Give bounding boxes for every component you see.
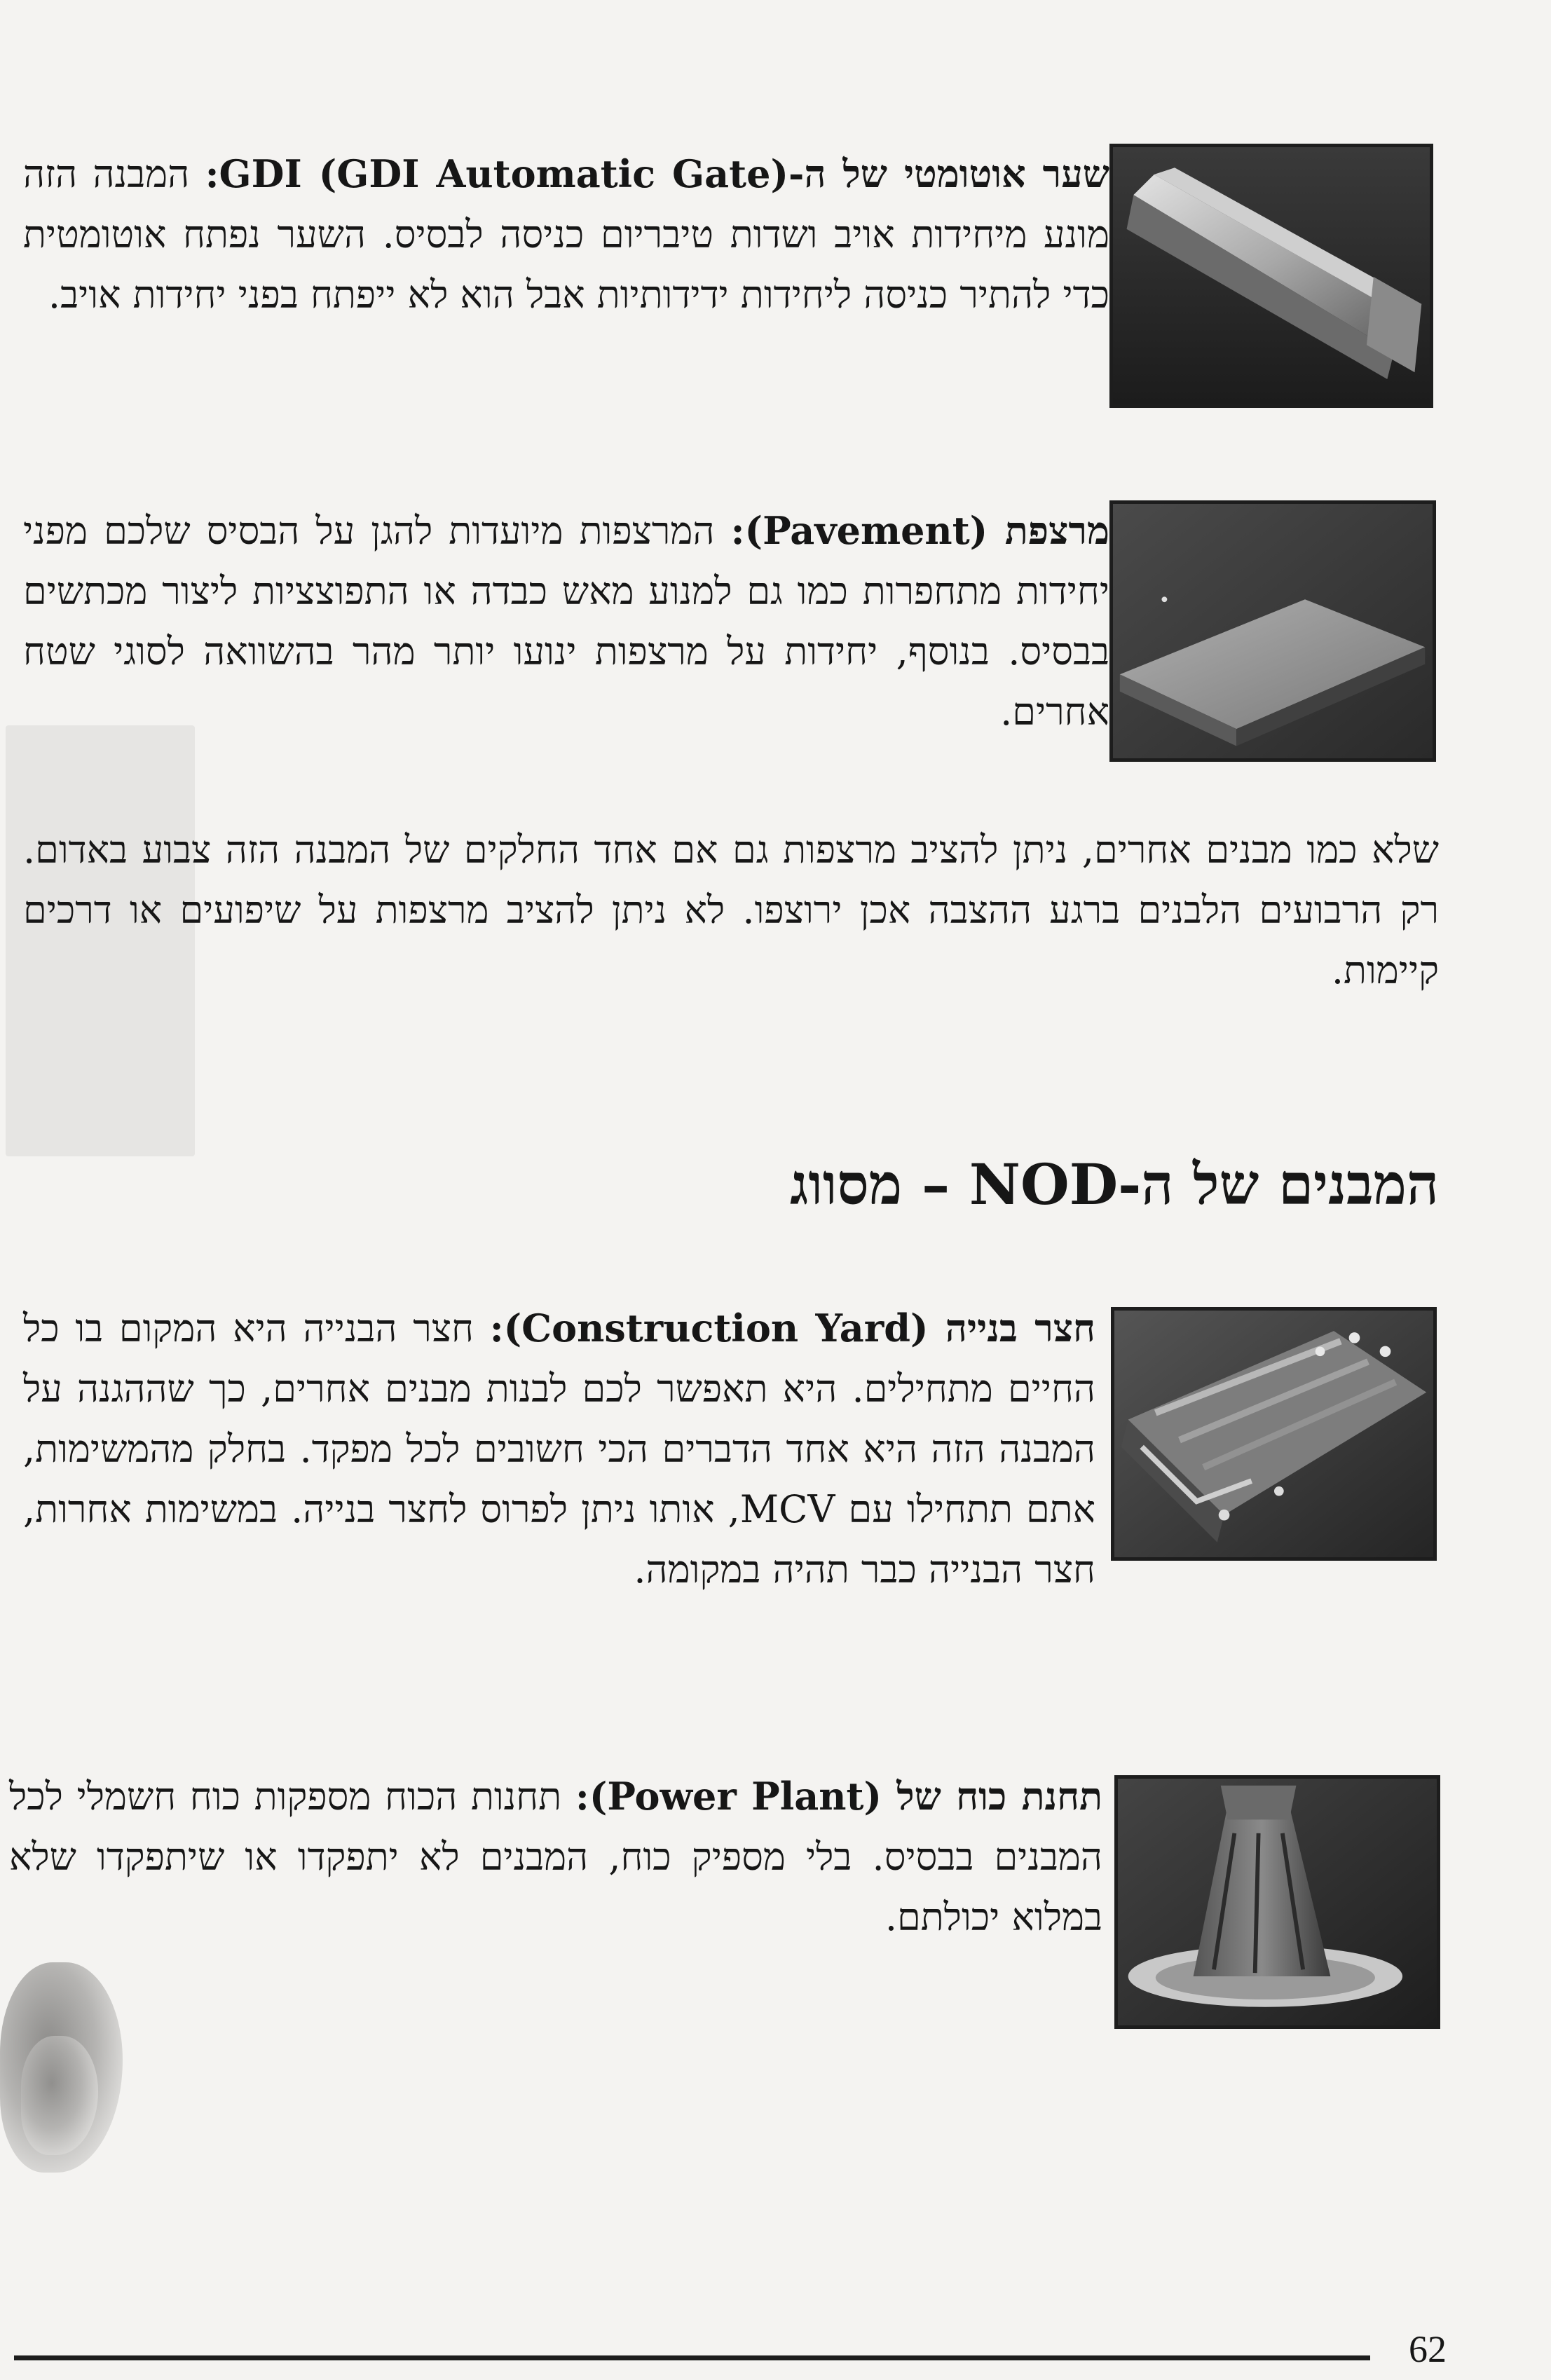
construction-yard-body: חצר הבנייה היא המקום בו כל החיים מתחילים. היא תאפשר לכם לבנות מבנים אחרים, כך שההגנה על המבנה הזה היא אחד הדברים הכי חשובים לכל מפקד. בחלק מהמשימות, אתם תתחילו עם MCV, אותו ניתן לפרוס לחצר בנייה. במשימות אחרות, חצר הבנייה כבר תהיה במקומה. — [23, 1306, 1095, 1592]
gdi-gate-image — [1109, 144, 1433, 408]
image-wrap-spacer — [1109, 1298, 1439, 1578]
section-heading: המבנים של ה-NOD – מסווג — [789, 1151, 1439, 1217]
gdi-gate-body: המבנה הזה מונע מיחידות אויב ושדות טיבריום כניסה לבסיס. השער נפתח אוטומטית כדי להתיר כניסה ליחידות ידידותיות אבל הוא לא ייפתח בפני יחידות אויב. — [23, 152, 1109, 317]
construction-yard-title: חצר בנייה (Construction Yard): — [489, 1306, 1096, 1350]
power-plant-image — [1114, 1775, 1440, 2029]
gdi-gate-text — [23, 144, 1109, 325]
footer-rule — [14, 2355, 1370, 2360]
pavement-image — [1109, 500, 1436, 762]
power-plant-body: תחנות הכוח מספקות כוח חשמלי לכל המבנים בבסיס. בלי מספיק כוח, המבנים לא יתפקדו או שיתפקדו שלא במלוא יכולתם. — [9, 1774, 1102, 1939]
gdi-gate-title: שער אוטומטי של ה-GDI (GDI Automatic Gate): — [205, 151, 1109, 196]
power-plant-title: תחנת כוח של (Power Plant): — [575, 1774, 1103, 1819]
pavement-body: המרצפות מיועדות להגן על הבסיס שלכם מפני יחידות מתחפרות כמו גם למנוע מאש כבדה או התפוצציות ליצור מכתשים בבסיס. בנוסף, יחידות על מרצפות ינועו יותר מהר בהשוואה לסוגי שטח אחרים. — [23, 509, 1109, 734]
pavement-text — [23, 500, 1109, 742]
page-number: 62 — [1409, 2328, 1447, 2370]
power-plant-text — [9, 1766, 1102, 1948]
pavement-note: שלא כמו מבנים אחרים, ניתן להציב מרצפות גם אם אחד החלקים של המבנה הזה צבוע באדום. רק הרבועים הלבנים ברגע ההצבה אכן ירוצפו. לא ניתן להציב מרצפות על שיפועים או דרכים קיימות. — [23, 828, 1439, 992]
construction-yard-text — [23, 1298, 1439, 1600]
pavement-title: מרצפת (Pavement): — [730, 508, 1110, 553]
